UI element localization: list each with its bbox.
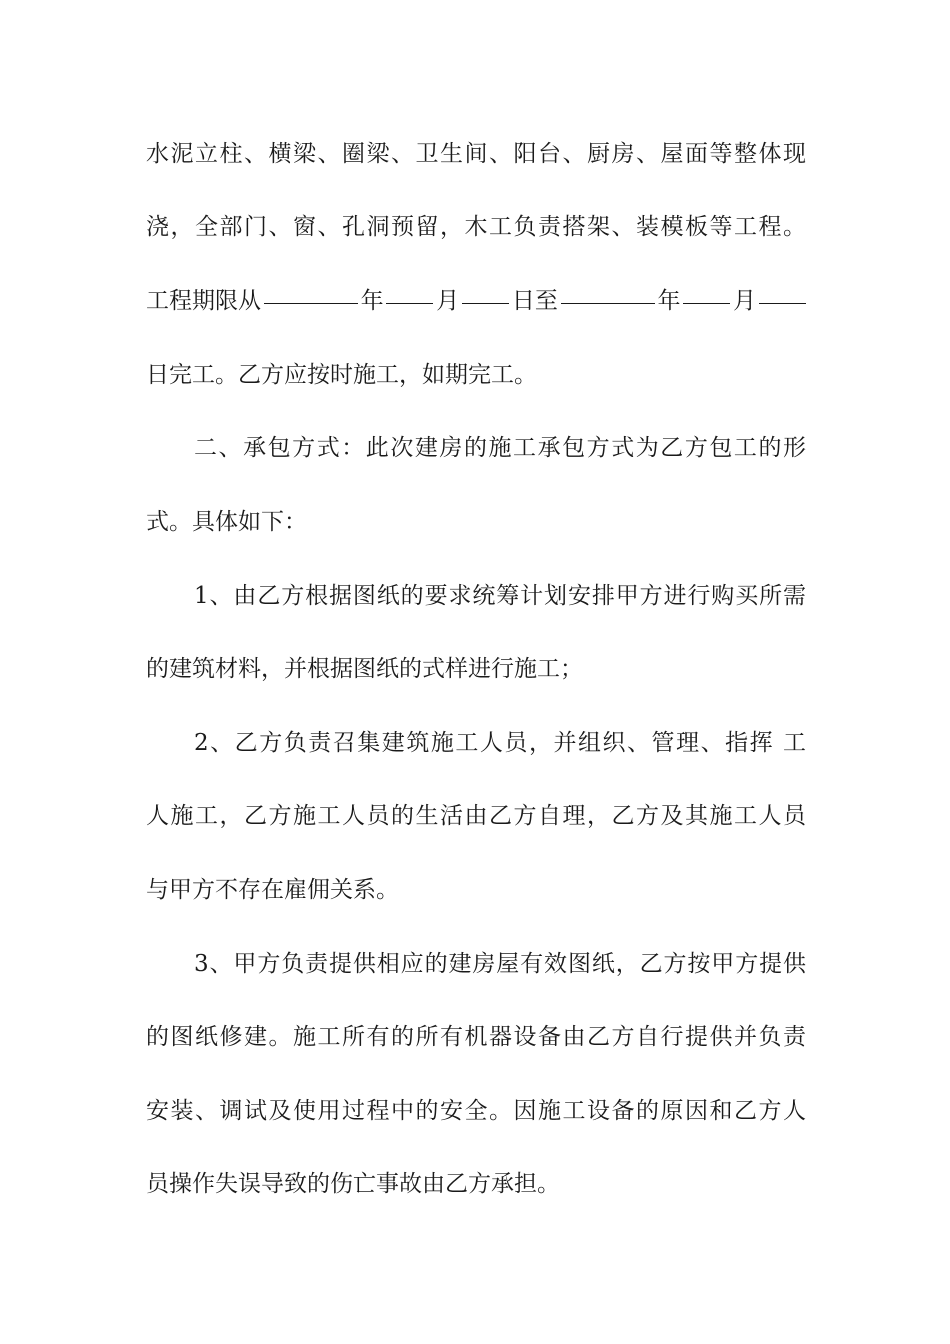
end-year-blank xyxy=(561,281,655,304)
paragraph-line: 人施工，乙方施工人员的生活由乙方自理，乙方及其施工人员 xyxy=(146,803,806,829)
paragraph-line: 的图纸修建。施工所有的所有机器设备由乙方自行提供并负责 xyxy=(146,1024,806,1050)
section-heading-line: 二、承包方式：此次建房的施工承包方式为乙方包工的形 xyxy=(194,435,806,461)
list-item-2-line: 2、乙方负责召集建筑施工人员，并组织、管理、指挥 工 xyxy=(194,730,806,756)
start-month-blank xyxy=(386,281,433,304)
paragraph-line: 的建筑材料，并根据图纸的式样进行施工； xyxy=(146,656,583,682)
day-to-label: 日至 xyxy=(511,288,558,314)
list-item-1-line: 1、由乙方根据图纸的要求统筹计划安排甲方进行购买所需 xyxy=(194,583,806,609)
month-label: 月 xyxy=(436,288,460,314)
year-label: 年 xyxy=(657,288,681,314)
end-month-blank xyxy=(683,281,730,304)
paragraph-line: 浇，全部门、窗、孔洞预留，木工负责搭架、装模板等工程。 xyxy=(146,214,806,240)
start-day-blank xyxy=(462,281,509,304)
list-item-3-line: 3、甲方负责提供相应的建房屋有效图纸，乙方按甲方提供 xyxy=(194,951,806,977)
paragraph-line: 式。具体如下： xyxy=(146,509,307,535)
end-day-blank xyxy=(759,281,806,304)
period-prefix: 工程期限从 xyxy=(146,288,261,314)
start-year-blank xyxy=(264,281,358,304)
month-label: 月 xyxy=(733,288,757,314)
paragraph-line: 与甲方不存在雇佣关系。 xyxy=(146,877,399,903)
construction-period-line xyxy=(146,281,806,321)
paragraph-line: 日完工。乙方应按时施工，如期完工。 xyxy=(146,362,537,388)
paragraph-line: 安装、调试及使用过程中的安全。因施工设备的原因和乙方人 xyxy=(146,1098,806,1124)
year-label: 年 xyxy=(360,288,384,314)
paragraph-line: 水泥立柱、横梁、圈梁、卫生间、阳台、厨房、屋面等整体现 xyxy=(146,141,806,167)
paragraph-line: 员操作失误导致的伤亡事故由乙方承担。 xyxy=(146,1171,560,1197)
